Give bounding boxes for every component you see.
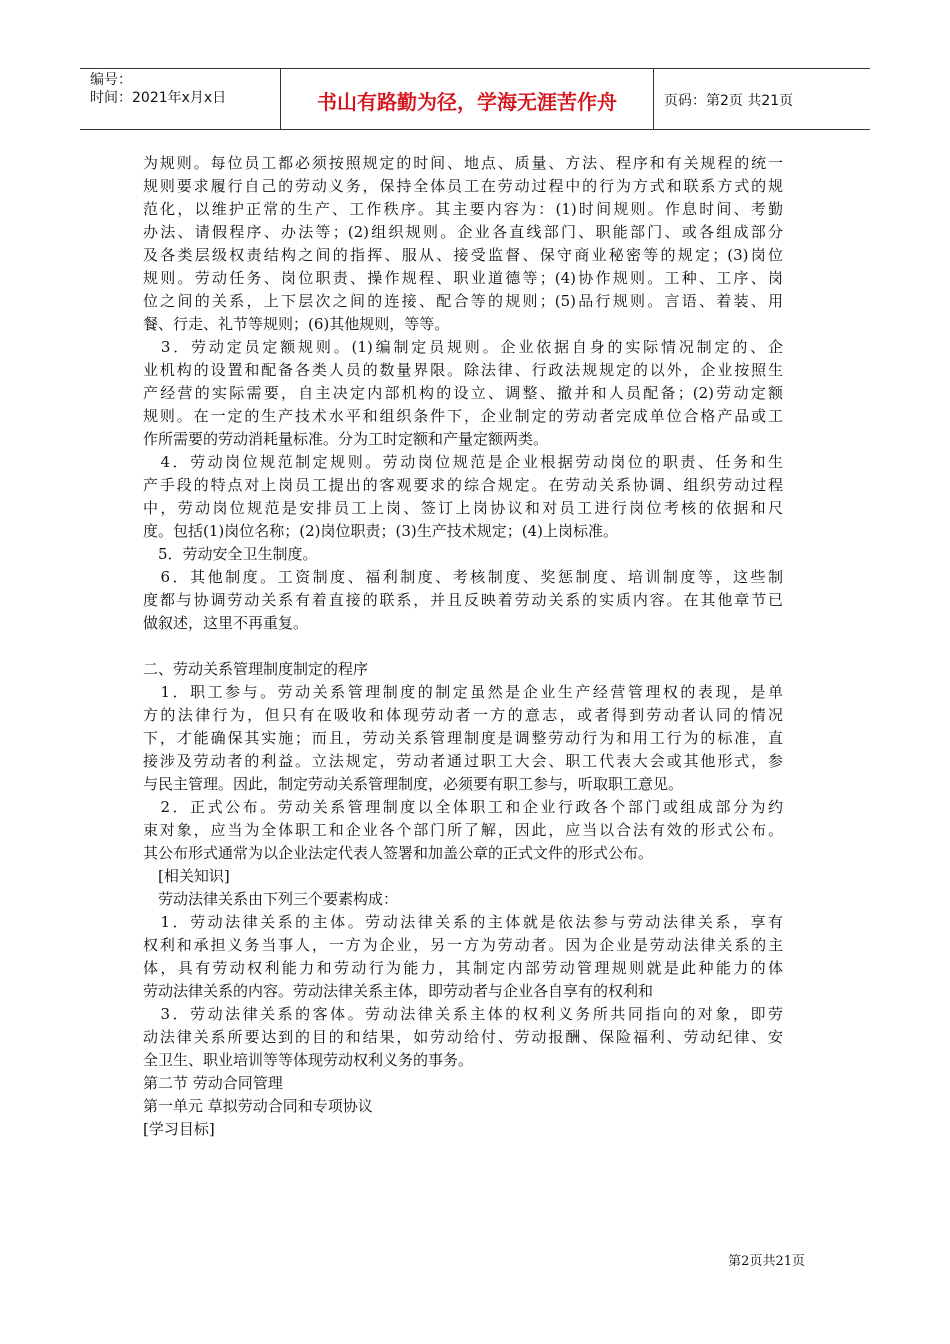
page-header [80,68,870,130]
body-text-line: 第二节 劳动合同管理 [143,1074,283,1092]
body-text-line: 做叙述，这里不再重复。 [143,614,309,632]
body-text-line: 6．其他制度。工资制度、福利制度、考核制度、奖惩制度、培训制度等，这些制 [143,568,783,586]
body-text-line: 动法律关系所要达到的目的和结果，如劳动给付、劳动报酬、保险福利、劳动纪律、安 [143,1028,783,1046]
body-text-line: 度都与协调劳动关系有着直接的联系，并且反映着劳动关系的实质内容。在其他章节已 [143,591,783,609]
document-number-label: 编号： [90,72,132,88]
body-text-line: 全卫生、职业培训等等体现劳动权利义务的事务。 [143,1051,474,1069]
body-text-line: 方的法律行为，但只有在吸收和体现劳动者一方的意志，或者得到劳动者认同的情况 [143,706,783,724]
body-text-line: 办法、请假程序、办法等；(2)组织规则。企业各直线部门、职能部门、或各组成部分 [143,223,783,241]
body-text-line: 为规则。每位员工都必须按照规定的时间、地点、质量、方法、程序和有关规程的统一 [143,154,783,172]
body-text-line: [相关知识] [143,867,230,885]
body-text-line: 劳动法律关系由下列三个要素构成： [143,890,399,908]
body-text-line: 5．劳动安全卫生制度。 [143,545,318,563]
body-text-line: 3．劳动定员定额规则。(1)编制定员规则。企业依据自身的实际情况制定的、企 [143,338,783,356]
body-text-line: 1．劳动法律关系的主体。劳动法律关系的主体就是依法参与劳动法律关系，享有 [143,913,783,931]
body-text-line: 体，具有劳动权利能力和劳动行为能力，其制定内部劳动管理规则就是此种能力的体 [143,959,783,977]
body-text-line: 与民主管理。因此，制定劳动关系管理制度，必须要有职工参与，听取职工意见。 [143,775,684,793]
header-page-number: 页码：第2页 共21页 [664,93,794,109]
body-text-line: 度。包括(1)岗位名称；(2)岗位职责；(3)生产技术规定；(4)上岗标准。 [143,522,618,540]
body-text-line: 二、劳动关系管理制度制定的程序 [143,660,369,678]
body-text-line: 3．劳动法律关系的客体。劳动法律关系主体的权利义务所共同指向的对象，即劳 [143,1005,783,1023]
body-text-line: 劳动法律关系的内容。劳动法律关系主体，即劳动者与企业各自享有的权利和 [143,982,654,1000]
body-text-line: 餐、行走、礼节等规则；(6)其他规则，等等。 [143,315,450,333]
body-text-line: 及各类层级权责结构之间的指挥、服从、接受监督、保守商业秘密等的规定；(3)岗位 [143,246,783,264]
body-text-line: 中，劳动岗位规范是安排员工上岗、签订上岗协议和对员工进行岗位考核的依据和尺 [143,499,783,517]
body-text-line: 束对象，应当为全体职工和企业各个部门所了解，因此，应当以合法有效的形式公布。 [143,821,783,839]
document-body [143,152,783,1141]
body-text-line: 产经营的实际需要，自主决定内部机构的设立、调整、撤并和人员配备；(2)劳动定额 [143,384,783,402]
body-text-line: 位之间的关系，上下层次之间的连接、配合等的规则；(5)品行规则。言语、着装、用 [143,292,783,310]
body-text-line: 1．职工参与。劳动关系管理制度的制定虽然是企业生产经营管理权的表现，是单 [143,683,783,701]
body-text-line: 规则。劳动任务、岗位职责、操作规程、职业道德等；(4)协作规则。工种、工序、岗 [143,269,783,287]
body-text-line: 下，才能确保其实施；而且，劳动关系管理制度是调整劳动行为和用工行为的标准，直 [143,729,783,747]
header-page-cell [654,69,870,129]
body-text-line: 作所需要的劳动消耗量标准。分为工时定额和产量定额两类。 [143,430,549,448]
header-motto: 书山有路勤为径，学海无涯苦作舟 [317,90,617,114]
header-motto-cell [281,69,654,129]
body-text-line: 第一单元 草拟劳动合同和专项协议 [143,1097,373,1115]
body-text-line: 2．正式公布。劳动关系管理制度以全体职工和企业行政各个部门或组成部分为约 [143,798,783,816]
footer-page-number: 第2页共21页 [728,1254,805,1269]
blank-line [143,635,783,658]
document-date-label: 时间：2021年x月x日 [90,90,227,106]
body-text-line: 产手段的特点对上岗员工提出的客观要求的综合规定。在劳动关系协调、组织劳动过程 [143,476,783,494]
body-text-line: 权利和承担义务当事人，一方为企业，另一方为劳动者。因为企业是劳动法律关系的主 [143,936,783,954]
body-text-line: 规则。在一定的生产技术水平和组织条件下，企业制定的劳动者完成单位合格产品或工 [143,407,783,425]
body-text-line: [学习目标] [143,1120,215,1138]
body-text-line: 接涉及劳动者的利益。立法规定，劳动者通过职工大会、职工代表大会或其他形式，参 [143,752,783,770]
header-meta-cell [80,69,281,129]
body-text-line: 规则要求履行自己的劳动义务，保持全体员工在劳动过程中的行为方式和联系方式的规 [143,177,783,195]
body-text-line: 范化，以维护正常的生产、工作秩序。其主要内容为：(1)时间规则。作息时间、考勤 [143,200,783,218]
body-text-line: 4．劳动岗位规范制定规则。劳动岗位规范是企业根据劳动岗位的职责、任务和生 [143,453,783,471]
body-text-line: 业机构的设置和配备各类人员的数量界限。除法律、行政法规规定的以外，企业按照生 [143,361,783,379]
body-text-line: 其公布形式通常为以企业法定代表人签署和加盖公章的正式文件的形式公布。 [143,844,654,862]
